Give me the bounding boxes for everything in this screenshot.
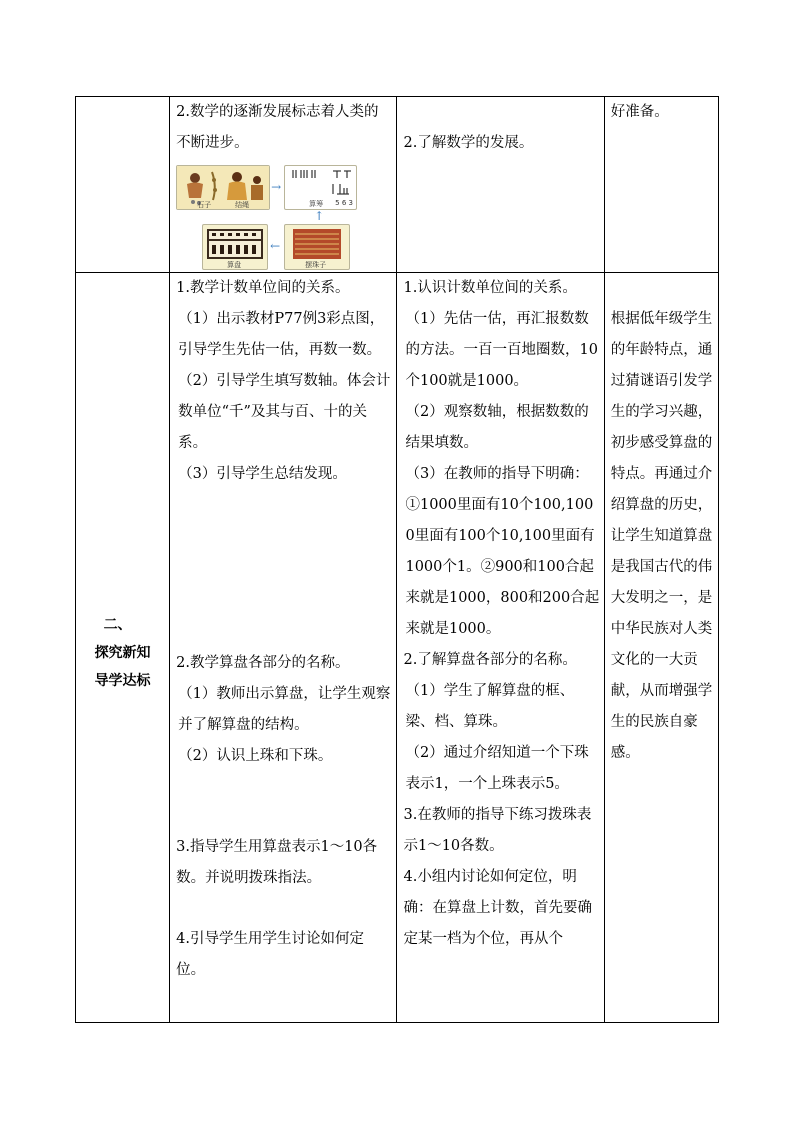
stones-knots-figures	[177, 166, 269, 209]
counting-rod-digits: 5 6 3	[335, 199, 353, 207]
arrow-up-icon: ↑	[314, 209, 325, 223]
bead-board-picture	[284, 224, 350, 270]
student-item1-step1: （1）先估一估，再汇报数数的方法。一百一百地圈数，10个100就是1000。	[405, 311, 598, 389]
teacher-activity-text: 2.数学的逐渐发展标志着人类的不断进步。	[176, 104, 379, 151]
section-title-line1: 探究新知	[94, 645, 151, 661]
student-activity-cell	[397, 97, 604, 273]
section-label-cell	[76, 273, 170, 1023]
counting-rods-picture	[284, 165, 357, 210]
table-row-intro	[76, 97, 719, 273]
section-number: 二、	[103, 617, 132, 633]
caption-abacus: 算盘	[227, 261, 242, 269]
caption-bead-board: 摆珠子	[305, 261, 327, 269]
student-item2-step1: （1）学生了解算盘的框、梁、档、算珠。	[405, 683, 575, 730]
design-intent-cell	[604, 97, 718, 273]
teacher-item1-step1: （1）出示教材P77例3彩点图，引导学生先估一估，再数一数。	[178, 311, 385, 358]
caption-stones: 石子	[197, 201, 212, 209]
teacher-activity-cell	[170, 97, 397, 273]
teacher-item1-step2: （2）引导学生填写数轴。体会计数单位“千”及其与百、十的关系。	[178, 373, 391, 451]
teacher-item1-step3: （3）引导学生总结发现。	[178, 466, 347, 482]
teacher-item2-step2: （2）认识上珠和下珠。	[178, 748, 333, 764]
student-item1-step3: （3）在教师的指导下明确：①1000里面有10个100,1000里面有100个10,100里面有1000个1。②900和100合起来就是1000，800和200合起来就是1000。	[405, 466, 600, 637]
student-item3: 3.在教师的指导下练习拨珠表示1～10各数。	[403, 807, 592, 854]
design-intent-text: 根据低年级学生的年龄特点，通过猜谜语引发学生的学习兴趣，初步感受算盘的特点。再通过介绍算盘的历史，让学生知道算盘是我国古代的伟大发明之一，是中华民族对人类文化的一大贡献，从而增强学生的民族自豪感。	[610, 311, 713, 761]
arrow-right-icon: →	[271, 180, 282, 194]
teacher-item3: 3.指导学生用算盘表示1～10各数。并说明拨珠指法。	[176, 839, 378, 886]
lesson-plan-table	[75, 96, 719, 1023]
teacher-item2-step1: （1）教师出示算盘，让学生观察并了解算盘的结构。	[178, 686, 391, 733]
abacus-picture	[202, 224, 268, 270]
design-intent-text: 好准备。	[610, 104, 669, 120]
student-item1-title: 1.认识计数单位间的关系。	[403, 280, 577, 296]
arrow-left-icon: ←	[270, 239, 281, 253]
student-item1-step2: （2）观察数轴，根据数数的结果填数。	[405, 404, 589, 451]
student-item4: 4.小组内讨论如何定位，明确：在算盘上计数，首先要确定某一档为个位，再从个	[403, 869, 592, 947]
teacher-item1-title: 1.教学计数单位间的关系。	[176, 280, 350, 296]
section-title-line2: 导学达标	[94, 673, 151, 689]
teacher-activity-cell	[170, 273, 397, 1023]
teacher-item2-title: 2.教学算盘各部分的名称。	[176, 655, 350, 671]
caption-counting-rods: 算筹	[309, 200, 324, 208]
student-activity-text: 2.了解数学的发展。	[403, 135, 534, 151]
table-row-explore	[76, 273, 719, 1023]
design-intent-cell	[604, 273, 718, 1023]
student-activity-cell	[397, 273, 604, 1023]
counting-history-illustration	[176, 165, 362, 268]
student-item2-title: 2.了解算盘各部分的名称。	[403, 652, 577, 668]
stones-and-knots-picture	[176, 165, 270, 210]
caption-knots: 结绳	[235, 201, 250, 209]
student-item2-step2: （2）通过介绍知道一个下珠表示1，一个上珠表示5。	[405, 745, 589, 792]
section-cell-empty	[76, 97, 170, 273]
teacher-item4: 4.引导学生用学生讨论如何定位。	[176, 931, 364, 978]
